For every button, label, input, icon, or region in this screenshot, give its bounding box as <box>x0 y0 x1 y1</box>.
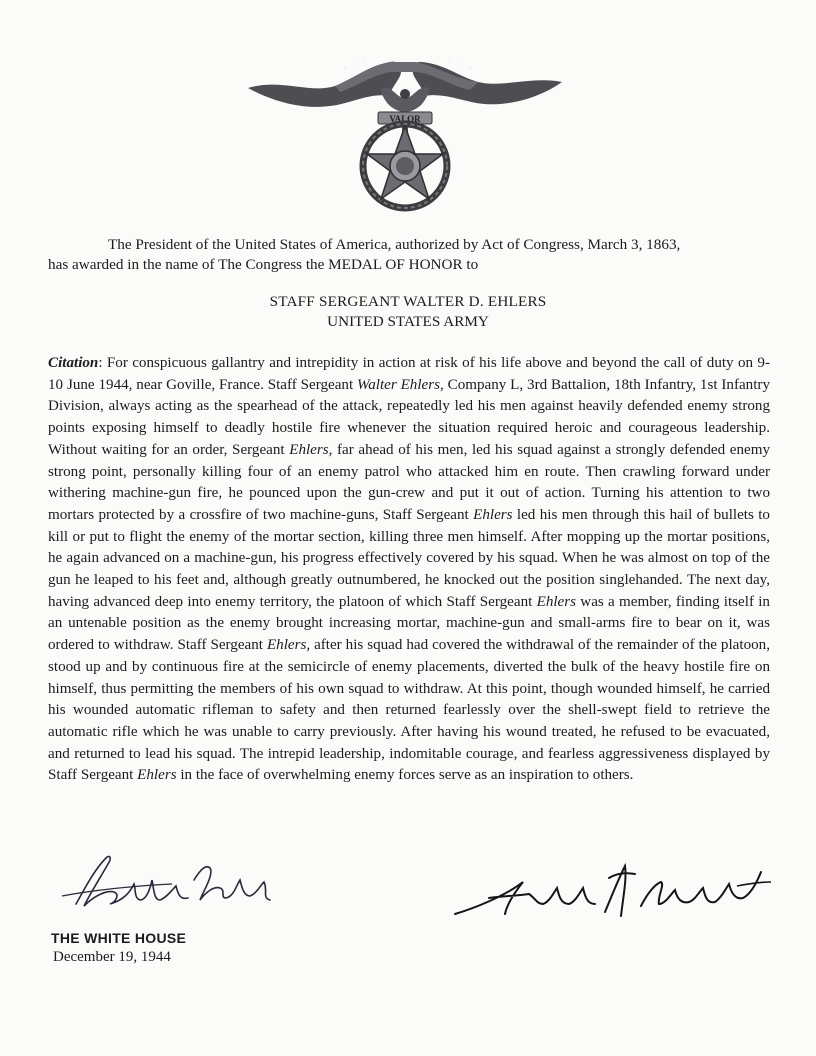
citation-part: in the face of overwhelming enemy forces serve as an inspiration to others. <box>176 767 634 784</box>
recipient-block <box>0 292 816 332</box>
white-house-label: THE WHITE HOUSE <box>51 930 187 946</box>
award-statement-line-1: The President of the United States of America, authorized by Act of Congress, March 3, 1863, <box>108 236 681 253</box>
citation-label: Citation <box>48 355 99 371</box>
citation-name: Ehlers <box>473 506 513 523</box>
medal-of-honor-icon <box>240 48 570 218</box>
citation-part: was a member, finding itself in an untenable position as the enemy brought increasing mortar, machine-gun and small-arms fire to bear on it, was ordered to withdraw. Staff Sergeant <box>48 593 770 654</box>
medal-ribbon-text: VALOR <box>389 114 421 124</box>
signing-date: December 19, 1944 <box>53 949 171 965</box>
recipient-name: STAFF SERGEANT WALTER D. EHLERS <box>269 293 547 310</box>
citation-name: Ehlers, <box>266 637 311 654</box>
citation-part: led his men through this hail of bullets to kill or put to flight the enemy of the mortar section, killing three men himself. After mopping up the mortar positions, he again advanced on a machine-gun, his progress effectively covered by his squad. When he was almost on top of the gun he leaped to his feet and, although greatly outnumbered, he knocked out the position singlehanded. The next day, having advanced deep into enemy territory, the platoon of which Staff Sergeant <box>48 506 770 610</box>
president-signature <box>445 858 775 930</box>
recipient-signature <box>54 850 284 920</box>
award-statement-line-2: has awarded in the name of The Congress the MEDAL OF HONOR to <box>48 256 479 273</box>
recipient-branch: UNITED STATES ARMY <box>327 313 489 330</box>
citation-name: Ehlers <box>137 767 177 784</box>
award-statement <box>48 235 768 275</box>
citation-part: after his squad had covered the withdrawal of the remainder of the platoon, stood up and by continuous fire at the semicircle of enemy placements, diverted the bulk of the heavy hostile fire on himself, thus permitting the members of his own squad to withdraw. At this point, though wounded himself, he carried his wounded automatic rifleman to safety and then returned fearlessly over the shell-swept field to retrieve the automatic rifle which he was unable to carry previously. After having his wound treated, he refused to be evacuated, and returned to lead his squad. The intrepid leadership, indomitable courage, and fearless aggressiveness displayed by Staff Sergeant <box>48 637 770 784</box>
citation-part: far ahead of his men, led his squad against a strongly defended enemy strong point, personally killing four of an enemy patrol who attacked him en route. Then crawling forward under withering machine-gun fire, he pounced upon the gun-crew and put it out of action. Turning his attention to two mortars protected by a crossfire of two machine-guns, Staff Sergeant <box>48 441 771 523</box>
citation-part: : For conspicuous gallantry and intrepidity in action at risk of his life above and beyond the call of duty on 9-10 June 1944, near Goville, France. Staff Sergeant <box>48 355 770 393</box>
citation-name: Ehlers <box>536 593 577 610</box>
citation-name: Walter Ehlers, <box>357 376 444 393</box>
citation-name: Ehlers, <box>289 441 333 458</box>
citation-part: Company L, 3rd Battalion, 18th Infantry, 1st Infantry Division, always acting as the spearhead of the attack, repeatedly led his men against heavily defended enemy strong points exposing himself to deadly hostile fire whenever the situation required heroic and courageous leadership. Without waiting for an order, Sergeant <box>48 376 770 458</box>
citation-text <box>48 353 770 787</box>
